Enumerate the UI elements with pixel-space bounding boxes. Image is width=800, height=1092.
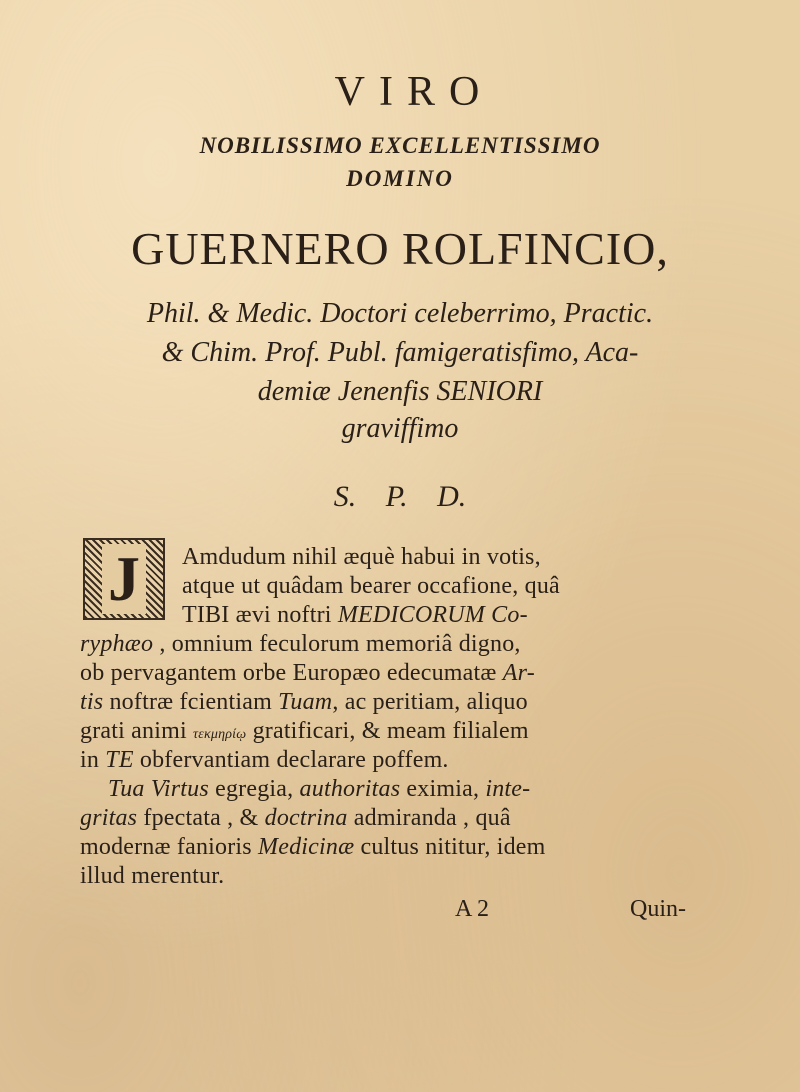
text-line-11: modernæ fanioris Medicinæ cultus nititur, idem (80, 834, 546, 860)
text-line-10: gritas fpectata , & doctrina admiranda , quâ (80, 805, 511, 831)
text-line-6: tis noftræ fcientiam Tuam, ac peritiam, aliquo (80, 689, 528, 715)
dedicatee-titles-line4: graviffimo (341, 413, 459, 444)
dedicatee-titles-line1: Phil. & Medic. Doctori celeberrimo, Practic. (146, 298, 654, 329)
text-line-7: grati animi τεκμηρίῳ gratificari, & meam filialem (80, 718, 529, 744)
dedication-domino: DOMINO (346, 166, 454, 191)
dedicatee-name: GUERNERO ROLFINCIO, (131, 223, 669, 274)
text-line-2: atque ut quâdam bearer occafione, quâ (182, 573, 560, 599)
text-line-5: ob pervagantem orbe Europæo edecumatæ Ar- (80, 660, 535, 686)
dedication-epithet: NOBILISSIMO EXCELLENTISSIMO (199, 133, 601, 158)
text-line-9: Tua Virtus egregia, authoritas eximia, inte- (108, 776, 531, 802)
salutation: S. P. D. (333, 480, 467, 513)
text-line-4: ryphæo , omnium feculorum memoriâ digno, (80, 631, 521, 657)
signature-mark: A 2 (455, 896, 490, 922)
text-line-8: in TE obfervantiam declarare poffem. (80, 747, 449, 773)
decorated-initial (83, 538, 165, 620)
text-line-1: Amdudum nihil æquè habui in votis, (182, 544, 541, 570)
text-line-12: illud merentur. (80, 863, 225, 889)
dedication-viro: VIRO (334, 69, 494, 115)
dedicatee-titles-line3: demiæ Jenenfis SENIORI (257, 376, 543, 407)
text-line-3: TIBI ævi noftri MEDICORUM Co- (182, 602, 528, 628)
initial-letter: J (102, 544, 146, 614)
dedicatee-titles-line2: & Chim. Prof. Publ. famigeratisfimo, Aca- (161, 337, 639, 368)
catchword: Quin- (630, 896, 686, 922)
